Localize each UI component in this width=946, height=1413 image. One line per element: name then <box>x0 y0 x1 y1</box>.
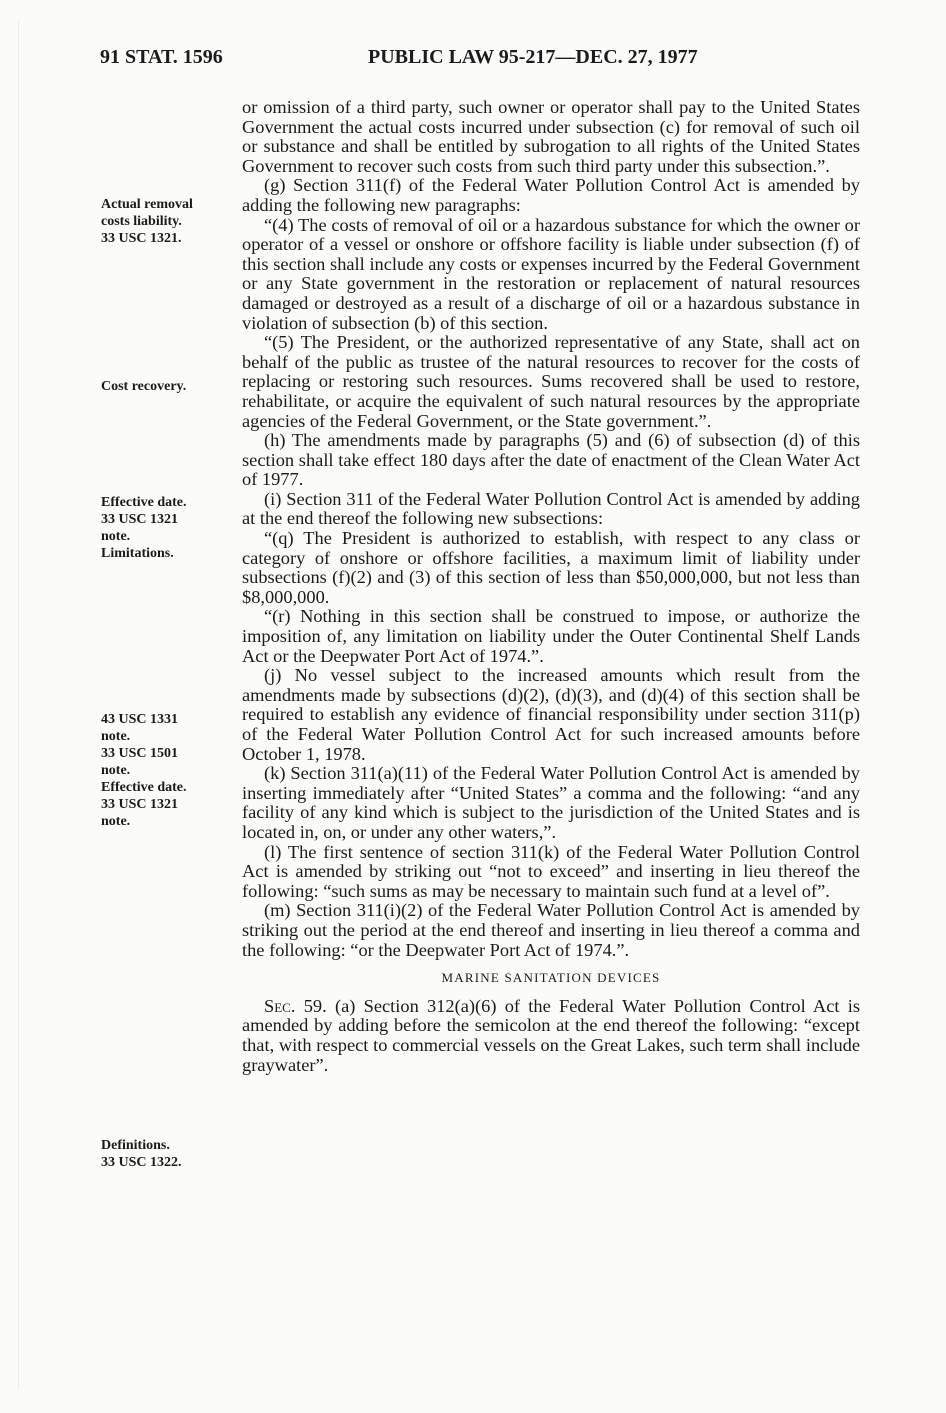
margin-note-line: 33 USC 1501 <box>101 746 179 761</box>
margin-note-cost-recovery <box>101 378 241 395</box>
margin-note-line: costs liability. <box>101 214 182 229</box>
paragraph: (l) The first sentence of section 311(k) of the Federal Water Pollution Control Act is amended by striking out “not to exceed” and inserting in lieu thereof the following: “such sums as may be necessary to maintain such fund at a level of”. <box>242 841 860 901</box>
margin-note-line: Effective date. <box>101 495 187 510</box>
margin-note-line: 43 USC 1331 <box>101 712 179 727</box>
margin-note-line: 33 USC 1321 <box>101 797 179 812</box>
margin-note-line: Limitations. <box>101 546 174 561</box>
margin-note-line: 33 USC 1321. <box>101 231 182 246</box>
paragraph: or omission of a third party, such owner or operator shall pay to the United States Government the actual costs incurred under subsection (c) for removal of such oil or substance and shall be entitled by subrogation to all rights of the United States Government to recover such costs from such third party under this subsection.”. <box>242 97 860 176</box>
section-heading: MARINE SANITATION DEVICES <box>441 970 661 986</box>
paragraph: (j) No vessel subject to the increased amounts which result from the amendments made by subsections (d)(2), (d)(3), and (d)(4) of this section shall be required to establish any evidence of financial responsibility under section 311(p) of the Federal Water Pollution Control Act for such increased amounts before October 1, 1978. <box>242 665 860 764</box>
paragraph: (m) Section 311(i)(2) of the Federal Water Pollution Control Act is amended by striking out the period at the end thereof and inserting in lieu thereof a comma and the following: “or the Deepwater Port Act of 1974.”. <box>242 900 860 960</box>
paragraph-sec-59 <box>242 997 860 1075</box>
margin-note-line: note. <box>101 529 131 544</box>
margin-note-line: Actual removal <box>101 197 193 212</box>
paragraph: (i) Section 311 of the Federal Water Pollution Control Act is amended by adding at the end thereof the following new subsections: <box>242 488 860 529</box>
margin-note-effective-date <box>101 494 241 562</box>
paragraph: “(q) The President is authorized to establish, with respect to any class or category of onshore or offshore facilities, a maximum limit of liability under subsections (f)(2) and (3) of this section of less than $50,000,000, but not less than $8,000,000. <box>242 528 860 607</box>
body-text <box>242 98 860 1075</box>
paragraph: “(4) The costs of removal of oil or a hazardous substance for which the owner or operator of a vessel or onshore or offshore facility is liable under subsection (f) of this section shall include any costs or expenses incurred by the Federal Government or any State government in the restoration or replacement of natural resources damaged or destroyed as a result of a discharge of oil or a hazardous substance in violation of subsection (b) of this section. <box>242 214 860 333</box>
section-label: Sec. 59. <box>264 995 327 1016</box>
margin-note-actual-removal <box>101 196 241 247</box>
margin-note-line: 33 USC 1322. <box>101 1155 182 1170</box>
stat-page-number: 91 STAT. 1596 <box>100 46 223 68</box>
margin-note-line: note. <box>101 763 131 778</box>
margin-note-usc-refs <box>101 711 241 830</box>
margin-note-line: note. <box>101 814 131 829</box>
margin-note-line: Definitions. <box>101 1138 170 1153</box>
section-text: (a) Section 312(a)(6) of the Federal Water Pollution Control Act is amended by adding before the semicolon at the end thereof the following: “except that, with respect to commercial vessels on the Great Lakes, such term shall include graywater”. <box>242 995 860 1075</box>
paragraph: “(5) The President, or the authorized representative of any State, shall act on behalf of the public as trustee of the natural resources to recover for the costs of replacing or restoring such resources. Sums recovered shall be used to restore, rehabilitate, or acquire the equivalent of such natural resources by the appropriate agencies of the Federal Government, or the State government.”. <box>242 332 860 431</box>
running-title: PUBLIC LAW 95-217—DEC. 27, 1977 <box>368 46 698 68</box>
margin-note-definitions <box>101 1137 241 1171</box>
paragraph: (h) The amendments made by paragraphs (5) and (6) of subsection (d) of this section shall take effect 180 days after the date of enactment of the Clean Water Act of 1977. <box>242 430 860 490</box>
paragraph: (g) Section 311(f) of the Federal Water Pollution Control Act is amended by adding the following new paragraphs: <box>242 175 860 215</box>
paragraph: (k) Section 311(a)(11) of the Federal Water Pollution Control Act is amended by inserting immediately after “United States” a comma and the following: “and any facility of any kind which is subject to the jurisdiction of the United States and is located in, on, or under any other waters,”. <box>242 763 860 842</box>
margin-note-line: Effective date. <box>101 780 187 795</box>
page-header <box>0 46 946 74</box>
margin-note-line: 33 USC 1321 <box>101 512 179 527</box>
margin-note-line: Cost recovery. <box>101 379 187 394</box>
paragraph: “(r) Nothing in this section shall be construed to impose, or authorize the imposition of, any limitation on liability under the Outer Continental Shelf Lands Act or the Deepwater Port Act of 1974.”. <box>242 606 860 666</box>
page-edge-shadow <box>18 20 19 1390</box>
margin-note-line: note. <box>101 729 131 744</box>
